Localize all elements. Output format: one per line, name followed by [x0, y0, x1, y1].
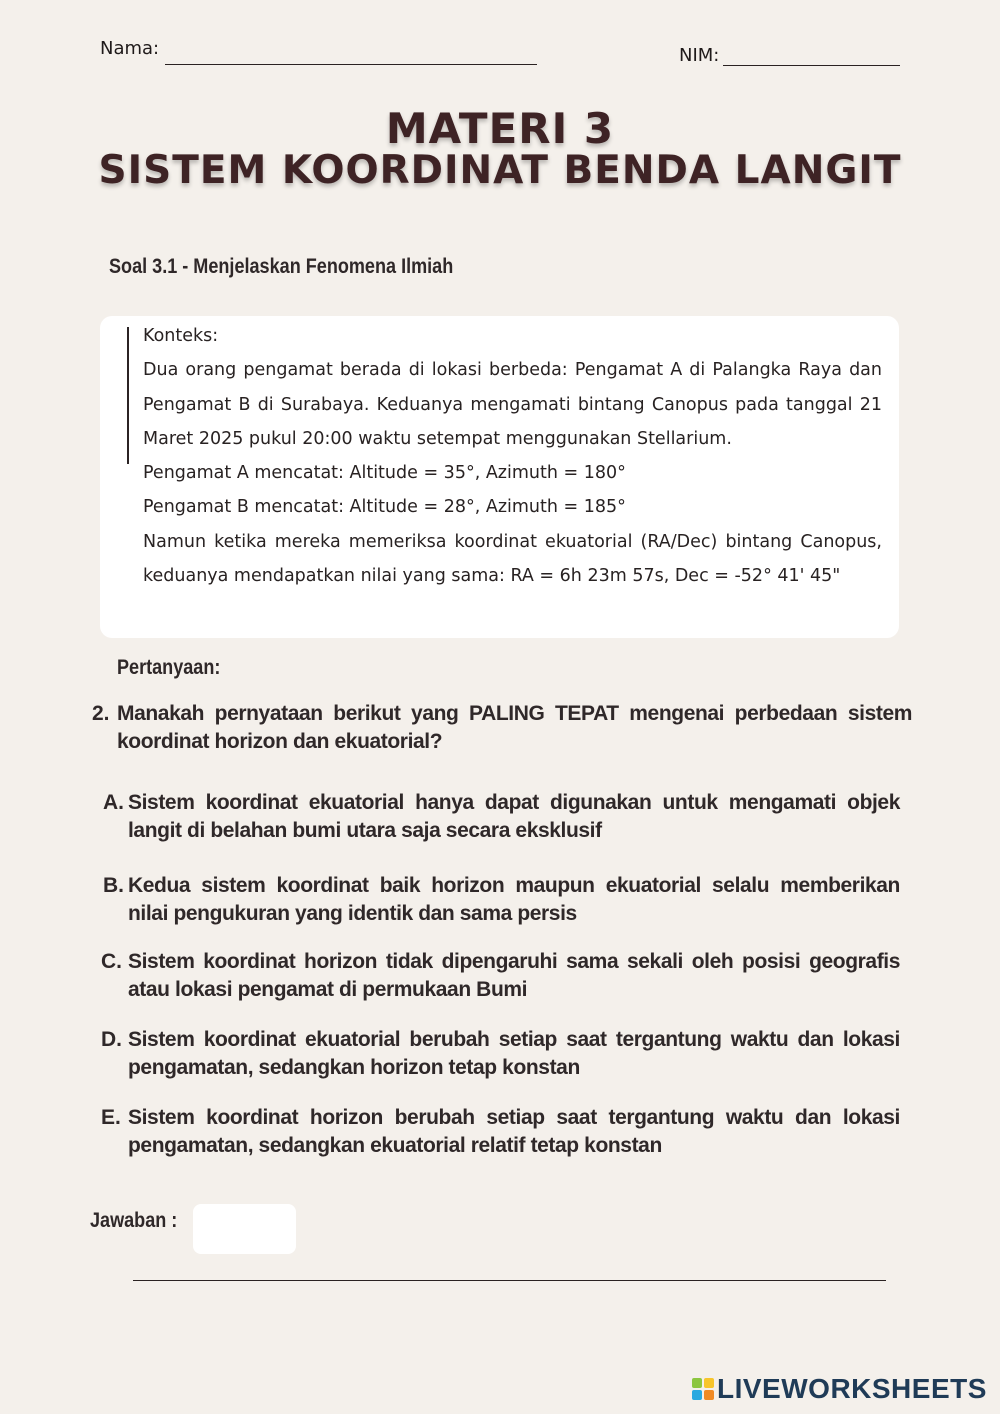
answer-label: Jawaban : — [90, 1209, 178, 1232]
liveworksheets-logo-icon — [692, 1378, 714, 1400]
title-line-1: MATERI 3 — [385, 104, 615, 153]
question-number: 2. — [92, 702, 110, 725]
context-label: Konteks: — [143, 326, 219, 346]
nim-label: NIM: — [679, 45, 720, 66]
liveworksheets-brand — [692, 1372, 987, 1406]
answer-input-box[interactable] — [193, 1204, 296, 1254]
observer-b-record: Pengamat B mencatat: Altitude = 28°, Azimuth = 185° — [143, 497, 626, 518]
name-label: Nama: — [100, 38, 160, 59]
option-a-text[interactable]: Sistem koordinat ekuatorial hanya dapat digunakan untuk mengamati objek langit di belahan bumi utara saja secara eksklusif — [128, 791, 900, 842]
option-e-letter[interactable]: E. — [101, 1106, 121, 1129]
option-c-letter[interactable]: C. — [101, 950, 122, 973]
context-quote-bar — [127, 327, 129, 464]
option-b-text[interactable]: Kedua sistem koordinat baik horizon maupun ekuatorial selalu memberikan nilai pengukuran yang identik dan sama persis — [128, 874, 900, 925]
title-line-2: SISTEM KOORDINAT BENDA LANGIT — [98, 148, 902, 193]
option-d-text[interactable]: Sistem koordinat ekuatorial berubah setiap saat tergantung waktu dan lokasi pengamatan, sedangkan horizon tetap konstan — [128, 1028, 900, 1079]
observer-a-record: Pengamat A mencatat: Altitude = 35°, Azimuth = 180° — [143, 463, 626, 484]
option-d-letter[interactable]: D. — [101, 1028, 122, 1051]
option-c-text[interactable]: Sistem koordinat horizon tidak dipengaruhi sama sekali oleh posisi geografis atau lokasi pengamat di permukaan Bumi — [128, 950, 900, 1001]
question-text: Manakah pernyataan berikut yang PALING TEPAT mengenai perbedaan sistem koordinat horizon dan ekuatorial? — [117, 702, 912, 753]
footer-divider — [133, 1280, 886, 1281]
context-paragraph-1: Dua orang pengamat berada di lokasi berbeda: Pengamat A di Palangka Raya dan Pengamat B di Surabaya. Keduanya mengamati bintang Canopus pada tanggal 21 Maret 2025 pukul 20:00 waktu setempat menggunakan Stellarium. — [143, 360, 882, 449]
section-heading: Soal 3.1 - Menjelaskan Fenomena Ilmiah — [109, 255, 454, 278]
liveworksheets-wordmark: LIVEWORKSHEETS — [717, 1373, 987, 1404]
context-paragraph-2: Namun ketika mereka memeriksa koordinat ekuatorial (RA/Dec) bintang Canopus, keduanya mendapatkan nilai yang sama: RA = 6h 23m 57s, Dec = -52° 41' 45" — [143, 531, 882, 587]
option-b-letter[interactable]: B. — [103, 874, 124, 897]
option-e-text[interactable]: Sistem koordinat horizon berubah setiap saat tergantung waktu dan lokasi pengamatan, sedangkan ekuatorial relatif tetap konstan — [128, 1106, 900, 1157]
option-a-letter[interactable]: A. — [103, 791, 124, 814]
name-input-line[interactable] — [165, 64, 537, 65]
question-label: Pertanyaan: — [117, 656, 221, 679]
context-text — [143, 319, 882, 593]
nim-input-line[interactable] — [723, 65, 900, 66]
